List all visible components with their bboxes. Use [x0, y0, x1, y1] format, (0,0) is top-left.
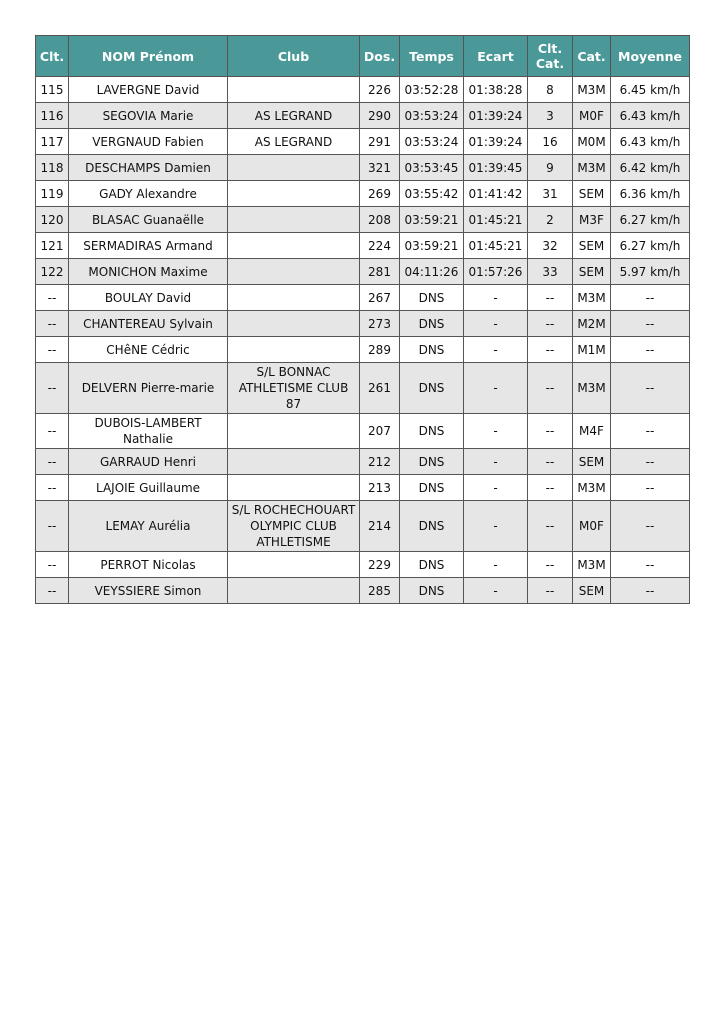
cell-category: SEM	[573, 578, 611, 604]
cell-rank: --	[36, 449, 69, 475]
cell-rank: 115	[36, 77, 69, 103]
cell-cat-rank: --	[528, 449, 573, 475]
cell-bib: 226	[360, 77, 400, 103]
cell-cat-rank: --	[528, 501, 573, 552]
cell-gap: -	[464, 449, 528, 475]
cell-gap: -	[464, 363, 528, 414]
cell-time: 03:53:24	[400, 103, 464, 129]
cell-bib: 281	[360, 259, 400, 285]
cell-club: AS LEGRAND	[228, 103, 360, 129]
cell-club	[228, 311, 360, 337]
cell-club	[228, 449, 360, 475]
cell-bib: 229	[360, 552, 400, 578]
cell-category: M0F	[573, 103, 611, 129]
cell-name: SEGOVIA Marie	[69, 103, 228, 129]
cell-rank: 122	[36, 259, 69, 285]
header-name: NOM Prénom	[69, 36, 228, 77]
cell-name: MONICHON Maxime	[69, 259, 228, 285]
cell-gap: -	[464, 414, 528, 449]
cell-gap: 01:45:21	[464, 233, 528, 259]
cell-name: DUBOIS-LAMBERT Nathalie	[69, 414, 228, 449]
cell-name: SERMADIRAS Armand	[69, 233, 228, 259]
header-speed: Moyenne	[611, 36, 690, 77]
cell-time: DNS	[400, 475, 464, 501]
cell-club: S/L ROCHECHOUART OLYMPIC CLUB ATHLETISME	[228, 501, 360, 552]
cell-bib: 208	[360, 207, 400, 233]
cell-gap: 01:41:42	[464, 181, 528, 207]
table-row	[36, 207, 690, 233]
cell-time: DNS	[400, 449, 464, 475]
cell-name: BOULAY David	[69, 285, 228, 311]
cell-bib: 261	[360, 363, 400, 414]
table-row	[36, 285, 690, 311]
cell-category: M1M	[573, 337, 611, 363]
cell-rank: --	[36, 311, 69, 337]
cell-time: 03:55:42	[400, 181, 464, 207]
cell-bib: 273	[360, 311, 400, 337]
cell-club	[228, 578, 360, 604]
table-row	[36, 233, 690, 259]
cell-rank: --	[36, 578, 69, 604]
cell-category: SEM	[573, 449, 611, 475]
cell-time: DNS	[400, 552, 464, 578]
header-rank: Clt.	[36, 36, 69, 77]
cell-speed: --	[611, 552, 690, 578]
cell-gap: -	[464, 311, 528, 337]
cell-rank: --	[36, 414, 69, 449]
cell-name: CHANTEREAU Sylvain	[69, 311, 228, 337]
cell-club	[228, 155, 360, 181]
cell-name: CHêNE Cédric	[69, 337, 228, 363]
cell-gap: 01:39:45	[464, 155, 528, 181]
cell-category: M3M	[573, 155, 611, 181]
cell-club	[228, 77, 360, 103]
cell-category: M3M	[573, 552, 611, 578]
cell-category: M3M	[573, 77, 611, 103]
table-row	[36, 77, 690, 103]
cell-category: M3M	[573, 475, 611, 501]
cell-cat-rank: --	[528, 285, 573, 311]
cell-cat-rank: 31	[528, 181, 573, 207]
cell-speed: 6.43 km/h	[611, 103, 690, 129]
cell-bib: 290	[360, 103, 400, 129]
cell-club: S/L BONNAC ATHLETISME CLUB 87	[228, 363, 360, 414]
results-table	[35, 35, 690, 604]
cell-rank: --	[36, 552, 69, 578]
cell-rank: 118	[36, 155, 69, 181]
header-category: Cat.	[573, 36, 611, 77]
cell-speed: --	[611, 285, 690, 311]
results-body	[36, 77, 690, 604]
table-row	[36, 501, 690, 552]
cell-rank: 121	[36, 233, 69, 259]
cell-time: 04:11:26	[400, 259, 464, 285]
cell-speed: --	[611, 449, 690, 475]
cell-speed: --	[611, 414, 690, 449]
cell-bib: 321	[360, 155, 400, 181]
cell-time: 03:53:24	[400, 129, 464, 155]
cell-name: VEYSSIERE Simon	[69, 578, 228, 604]
cell-gap: 01:39:24	[464, 129, 528, 155]
cell-club	[228, 181, 360, 207]
cell-name: PERROT Nicolas	[69, 552, 228, 578]
cell-time: DNS	[400, 285, 464, 311]
cell-speed: --	[611, 501, 690, 552]
cell-time: DNS	[400, 363, 464, 414]
header-bib: Dos.	[360, 36, 400, 77]
cell-cat-rank: --	[528, 363, 573, 414]
cell-rank: --	[36, 285, 69, 311]
cell-speed: --	[611, 363, 690, 414]
cell-club	[228, 475, 360, 501]
cell-rank: 117	[36, 129, 69, 155]
cell-category: SEM	[573, 181, 611, 207]
cell-gap: 01:38:28	[464, 77, 528, 103]
cell-cat-rank: --	[528, 311, 573, 337]
cell-gap: -	[464, 475, 528, 501]
cell-bib: 224	[360, 233, 400, 259]
cell-speed: --	[611, 578, 690, 604]
table-row	[36, 578, 690, 604]
cell-rank: 119	[36, 181, 69, 207]
cell-name: BLASAC Guanaëlle	[69, 207, 228, 233]
cell-rank: 120	[36, 207, 69, 233]
cell-speed: 6.42 km/h	[611, 155, 690, 181]
cell-gap: -	[464, 501, 528, 552]
cell-name: DESCHAMPS Damien	[69, 155, 228, 181]
cell-bib: 212	[360, 449, 400, 475]
cell-category: M2M	[573, 311, 611, 337]
table-row	[36, 259, 690, 285]
cell-cat-rank: --	[528, 414, 573, 449]
cell-speed: --	[611, 337, 690, 363]
cell-category: SEM	[573, 233, 611, 259]
cell-rank: --	[36, 337, 69, 363]
cell-rank: --	[36, 363, 69, 414]
cell-cat-rank: --	[528, 552, 573, 578]
cell-time: DNS	[400, 311, 464, 337]
header-time: Temps	[400, 36, 464, 77]
cell-name: GARRAUD Henri	[69, 449, 228, 475]
cell-cat-rank: 9	[528, 155, 573, 181]
cell-time: DNS	[400, 578, 464, 604]
table-row	[36, 449, 690, 475]
cell-gap: -	[464, 552, 528, 578]
cell-name: DELVERN Pierre-marie	[69, 363, 228, 414]
table-row	[36, 103, 690, 129]
cell-category: M0M	[573, 129, 611, 155]
cell-club	[228, 414, 360, 449]
cell-speed: 6.27 km/h	[611, 207, 690, 233]
cell-gap: -	[464, 337, 528, 363]
cell-club	[228, 552, 360, 578]
header-row	[36, 36, 690, 77]
header-gap: Ecart	[464, 36, 528, 77]
cell-name: LAVERGNE David	[69, 77, 228, 103]
cell-cat-rank: --	[528, 475, 573, 501]
cell-cat-rank: --	[528, 578, 573, 604]
cell-cat-rank: 32	[528, 233, 573, 259]
cell-category: M3M	[573, 285, 611, 311]
cell-bib: 267	[360, 285, 400, 311]
cell-name: VERGNAUD Fabien	[69, 129, 228, 155]
cell-gap: -	[464, 285, 528, 311]
cell-bib: 291	[360, 129, 400, 155]
table-row	[36, 414, 690, 449]
cell-speed: --	[611, 311, 690, 337]
cell-category: M4F	[573, 414, 611, 449]
table-row	[36, 129, 690, 155]
cell-category: M3M	[573, 363, 611, 414]
table-row	[36, 475, 690, 501]
table-row	[36, 181, 690, 207]
cell-bib: 214	[360, 501, 400, 552]
cell-cat-rank: 8	[528, 77, 573, 103]
cell-speed: 6.43 km/h	[611, 129, 690, 155]
header-club: Club	[228, 36, 360, 77]
cell-cat-rank: 3	[528, 103, 573, 129]
cell-bib: 285	[360, 578, 400, 604]
table-row	[36, 363, 690, 414]
cell-time: DNS	[400, 414, 464, 449]
cell-name: LEMAY Aurélia	[69, 501, 228, 552]
cell-cat-rank: 33	[528, 259, 573, 285]
cell-club	[228, 337, 360, 363]
cell-category: SEM	[573, 259, 611, 285]
cell-time: 03:59:21	[400, 207, 464, 233]
cell-bib: 207	[360, 414, 400, 449]
cell-category: M0F	[573, 501, 611, 552]
cell-rank: --	[36, 475, 69, 501]
cell-club	[228, 259, 360, 285]
table-row	[36, 155, 690, 181]
cell-speed: 6.45 km/h	[611, 77, 690, 103]
cell-speed: --	[611, 475, 690, 501]
table-row	[36, 311, 690, 337]
cell-bib: 269	[360, 181, 400, 207]
cell-gap: 01:57:26	[464, 259, 528, 285]
cell-gap: 01:45:21	[464, 207, 528, 233]
cell-time: DNS	[400, 501, 464, 552]
cell-club	[228, 233, 360, 259]
cell-gap: 01:39:24	[464, 103, 528, 129]
cell-speed: 5.97 km/h	[611, 259, 690, 285]
cell-speed: 6.27 km/h	[611, 233, 690, 259]
cell-club: AS LEGRAND	[228, 129, 360, 155]
cell-bib: 289	[360, 337, 400, 363]
cell-rank: --	[36, 501, 69, 552]
cell-rank: 116	[36, 103, 69, 129]
cell-speed: 6.36 km/h	[611, 181, 690, 207]
cell-cat-rank: 2	[528, 207, 573, 233]
header-cat-rank: Clt. Cat.	[528, 36, 573, 77]
cell-bib: 213	[360, 475, 400, 501]
cell-name: GADY Alexandre	[69, 181, 228, 207]
table-row	[36, 337, 690, 363]
table-row	[36, 552, 690, 578]
cell-cat-rank: --	[528, 337, 573, 363]
cell-club	[228, 285, 360, 311]
cell-cat-rank: 16	[528, 129, 573, 155]
cell-club	[228, 207, 360, 233]
cell-time: 03:59:21	[400, 233, 464, 259]
cell-time: DNS	[400, 337, 464, 363]
cell-time: 03:53:45	[400, 155, 464, 181]
cell-gap: -	[464, 578, 528, 604]
cell-time: 03:52:28	[400, 77, 464, 103]
cell-category: M3F	[573, 207, 611, 233]
cell-name: LAJOIE Guillaume	[69, 475, 228, 501]
